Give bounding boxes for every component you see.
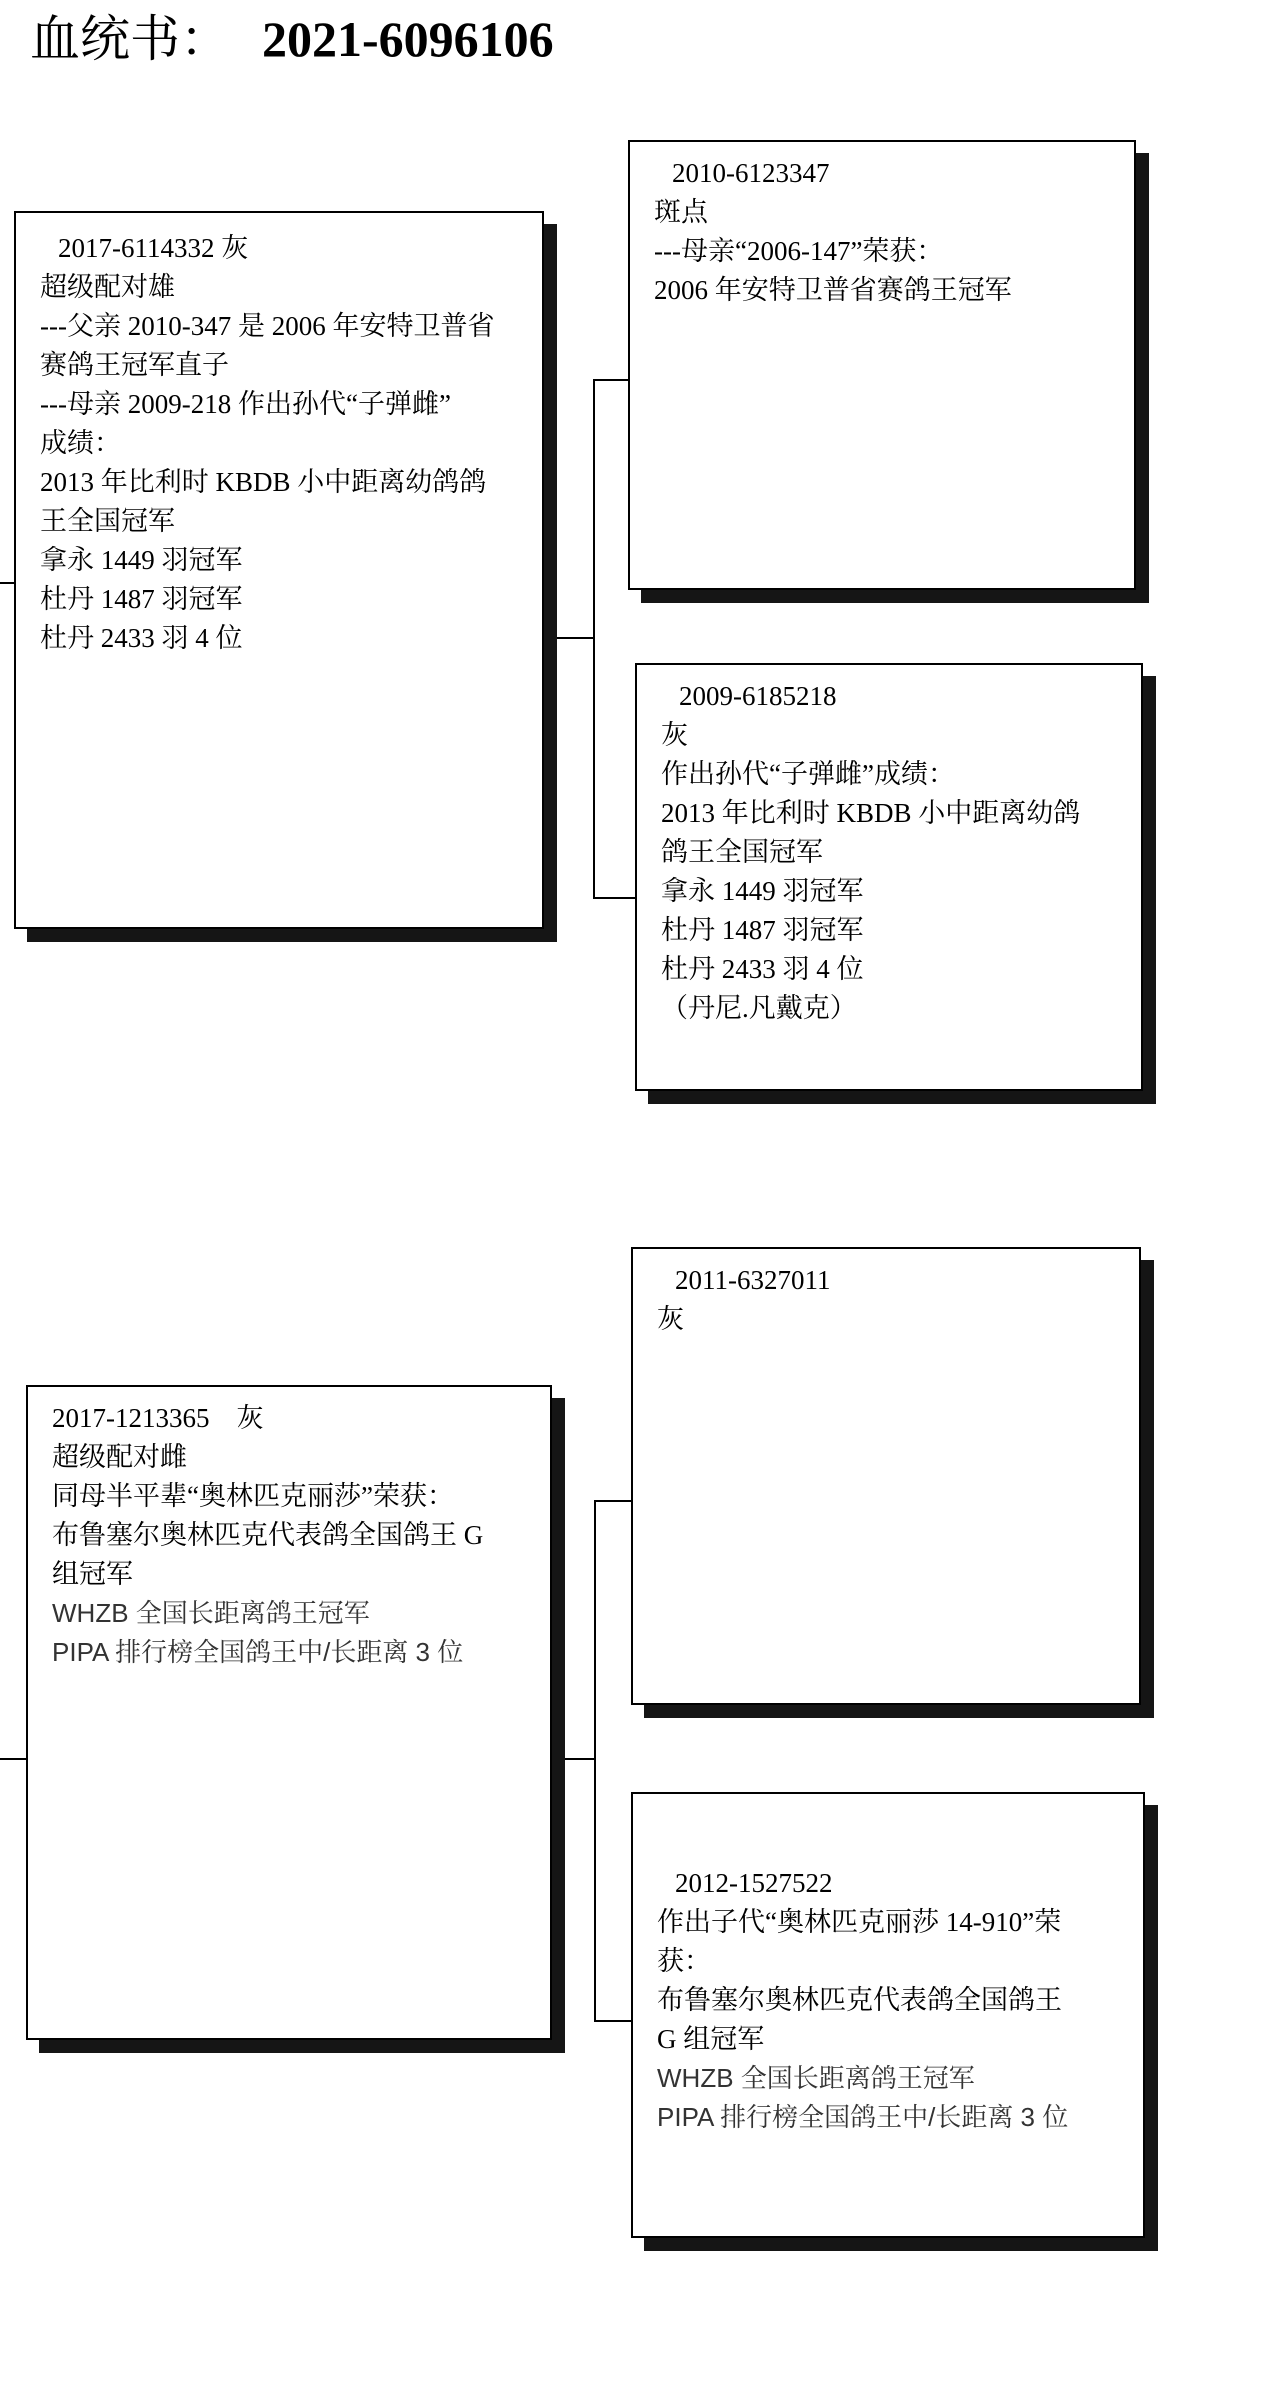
- dam-dam-line: WHZB 全国长距离鸽王冠军: [657, 2063, 975, 2093]
- sire-dam-line: 杜丹 1487 羽冠军: [661, 915, 864, 945]
- sire-dam-line: 2013 年比利时 KBDB 小中距离幼鸽: [661, 798, 1081, 828]
- sire-line: ---母亲 2009-218 作出孙代“子弹雌”: [40, 389, 451, 419]
- connector-line: [557, 637, 594, 639]
- sire-line: 赛鸽王冠军直子: [40, 350, 229, 380]
- sire-dam-line: 鸽王全国冠军: [661, 837, 823, 867]
- sire-line: 王全国冠军: [40, 506, 175, 536]
- sire-line: ---父亲 2010-347 是 2006 年安特卫普省: [40, 311, 495, 341]
- sire-line: 杜丹 1487 羽冠军: [40, 584, 243, 614]
- connector-line: [0, 1758, 26, 1760]
- page-title: [30, 8, 554, 70]
- sire-sire-line: ---母亲“2006-147”荣获：: [654, 236, 944, 266]
- dam-line: 布鲁塞尔奥林匹克代表鸽全国鸽王 G: [52, 1520, 484, 1550]
- sire-box: [14, 211, 544, 929]
- sire-ring-number: 2017-6114332 灰: [58, 233, 249, 263]
- dam-sire-line: 灰: [657, 1304, 684, 1334]
- dam-line: WHZB 全国长距离鸽王冠军: [52, 1598, 370, 1628]
- sire-line: 拿永 1449 羽冠军: [40, 545, 243, 575]
- sire-sire-line: 斑点: [654, 197, 708, 227]
- connector-line: [594, 1500, 631, 1502]
- sire-dam-line: 灰: [661, 720, 688, 750]
- sire-dam-box: [635, 663, 1143, 1091]
- connector-line: [593, 379, 595, 899]
- sire-sire-line: 2006 年安特卫普省赛鸽王冠军: [654, 275, 1012, 305]
- sire-dam-line: 杜丹 2433 羽 4 位: [661, 954, 864, 984]
- sire-dam-ring-number: 2009-6185218: [679, 681, 837, 711]
- dam-line: 同母半平辈“奥林匹克丽莎”荣获：: [52, 1481, 454, 1511]
- sire-line: 杜丹 2433 羽 4 位: [40, 623, 243, 653]
- sire-dam-line: 作出孙代“子弹雌”成绩：: [661, 759, 955, 789]
- sire-line: 2013 年比利时 KBDB 小中距离幼鸽鸽: [40, 467, 487, 497]
- dam-dam-box: [631, 1792, 1145, 2238]
- dam-dam-line: PIPA 排行榜全国鸽王中/长距离 3 位: [657, 2102, 1069, 2132]
- dam-ring-number: 2017-1213365 灰: [52, 1403, 264, 1433]
- dam-line: 组冠军: [52, 1559, 133, 1589]
- connector-line: [593, 379, 628, 381]
- dam-line: 超级配对雌: [52, 1442, 187, 1472]
- dam-dam-line: G 组冠军: [657, 2024, 765, 2054]
- connector-line: [0, 582, 14, 584]
- dam-dam-ring-number: 2012-1527522: [675, 1868, 833, 1898]
- dam-sire-ring-number: 2011-6327011: [675, 1265, 831, 1295]
- connector-line: [565, 1758, 595, 1760]
- sire-sire-box: [628, 140, 1136, 590]
- connector-line: [594, 2020, 631, 2022]
- sire-dam-line: 拿永 1449 羽冠军: [661, 876, 864, 906]
- sire-dam-line: （丹尼.凡戴克）: [661, 993, 857, 1023]
- connector-line: [593, 897, 635, 899]
- dam-line: PIPA 排行榜全国鸽王中/长距离 3 位: [52, 1637, 464, 1667]
- sire-line: 成绩：: [40, 428, 121, 458]
- dam-box: [26, 1385, 552, 2040]
- dam-dam-line: 获：: [657, 1946, 711, 1976]
- dam-dam-line: 作出子代“奥林匹克丽莎 14-910”荣: [657, 1907, 1062, 1937]
- connector-line: [594, 1500, 596, 2022]
- pedigree-number: 2021-6096106: [262, 11, 554, 67]
- dam-dam-line: 布鲁塞尔奥林匹克代表鸽全国鸽王: [657, 1985, 1062, 2015]
- sire-line: 超级配对雄: [40, 272, 175, 302]
- sire-sire-ring-number: 2010-6123347: [672, 158, 830, 188]
- title-label: 血统书：: [30, 10, 230, 68]
- dam-sire-box: [631, 1247, 1141, 1705]
